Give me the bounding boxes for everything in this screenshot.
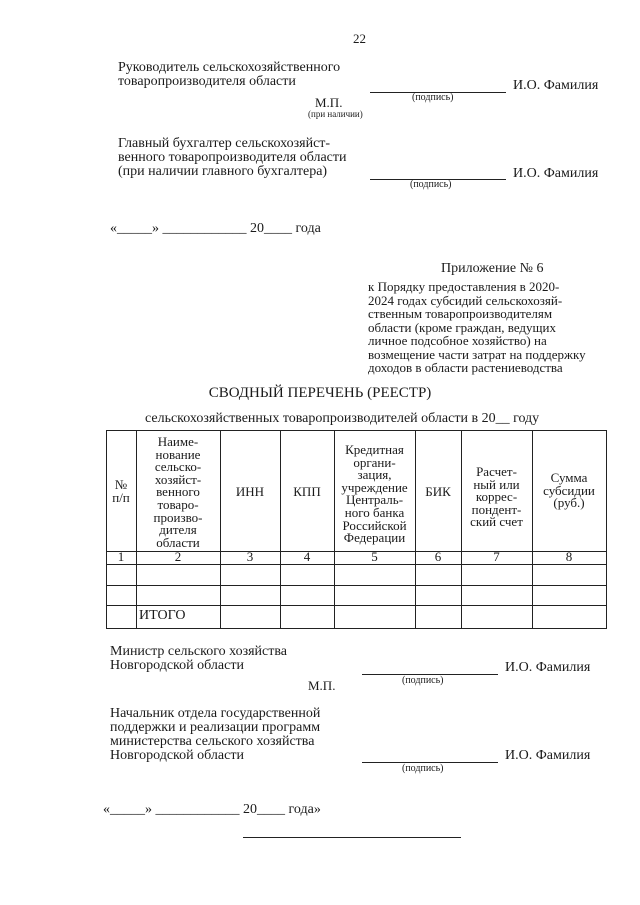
signature-caption: (подпись) xyxy=(412,92,454,103)
table-number-cell: 2 xyxy=(174,549,182,564)
stamp-note: (при наличии) xyxy=(308,109,363,119)
signature-caption: (подпись) xyxy=(410,179,452,190)
head-name: И.О. Фамилия xyxy=(513,78,599,93)
table-col-rule xyxy=(106,430,107,628)
table-header-cell: ИНН xyxy=(235,484,265,499)
table-col-rule xyxy=(220,430,221,628)
table-header-cell: Кредитная органи- зация, учреждение Централь- ного банка Российской Федерации xyxy=(341,442,408,546)
table-number-cell: 7 xyxy=(493,549,500,564)
table-number-cell: 5 xyxy=(371,549,378,564)
signature-caption: (подпись) xyxy=(402,675,444,686)
accountant-name: И.О. Фамилия xyxy=(513,166,599,181)
table-col-rule xyxy=(461,430,462,628)
table-header-cell: Наиме- нование сельско- хозяйст- венного товаро- произво- дителя области xyxy=(153,434,203,550)
table-col-rule xyxy=(606,430,607,628)
table-header-cell: КПП xyxy=(293,484,321,499)
page-number: 22 xyxy=(353,31,366,46)
table-col-rule xyxy=(280,430,281,628)
date-line: «_____» ____________ 20____ года xyxy=(110,221,321,236)
table-number-cell: 1 xyxy=(117,549,125,564)
document-title: СВОДНЫЙ ПЕРЕЧЕНЬ (РЕЕСТР) xyxy=(208,385,432,401)
table-number-cell: 6 xyxy=(434,549,442,564)
document-subtitle: сельскохозяйственных товаропроизводителей области в 20__ году xyxy=(145,411,540,426)
table-number-cell: 8 xyxy=(565,549,573,564)
table-header-cell: Сумма субсидии (руб.) xyxy=(543,470,595,511)
table-col-rule xyxy=(415,430,416,628)
date-line: «_____» ____________ 20____ года» xyxy=(103,802,321,817)
minister-name: И.О. Фамилия xyxy=(505,660,591,675)
signature-caption: (подпись) xyxy=(402,763,444,774)
head-title: Руководитель сельскохозяйственного товаропроизводителя области xyxy=(118,60,341,89)
table-number-cell: 3 xyxy=(246,549,254,564)
stamp-label: М.П. xyxy=(315,95,343,110)
accountant-title: Главный бухгалтер сельскохозяйст- венного товаропроизводителя области (при наличии главного бухгалтера) xyxy=(118,136,347,179)
table-border-bottom xyxy=(106,628,607,629)
stamp-label: М.П. xyxy=(308,678,336,693)
table-total-label: ИТОГО xyxy=(139,608,186,623)
closing-rule xyxy=(243,837,461,838)
minister-title: Министр сельского хозяйства Новгородской области xyxy=(110,644,287,673)
table-col-rule xyxy=(532,430,533,628)
table-header-cell: БИК xyxy=(425,484,451,499)
table-header-cell: № п/п xyxy=(112,477,130,505)
appendix-text: к Порядку предоставления в 2020- 2024 годах субсидий сельскохозяй- ственным товаропроизводителям области (кроме граждан, ведущих личное подсобное хозяйство) на возмещение части затрат на поддержку доходов в области растениеводства xyxy=(368,279,586,375)
table-header-cell: Расчет- ный или коррес- пондент- ский счет xyxy=(470,464,523,530)
appendix-title: Приложение № 6 xyxy=(441,261,544,276)
chief-title: Начальник отдела государственной поддержки и реализации программ министерства сельского хозяйства Новгородской области xyxy=(110,706,321,763)
chief-name: И.О. Фамилия xyxy=(505,748,591,763)
table-number-cell: 4 xyxy=(303,549,311,564)
